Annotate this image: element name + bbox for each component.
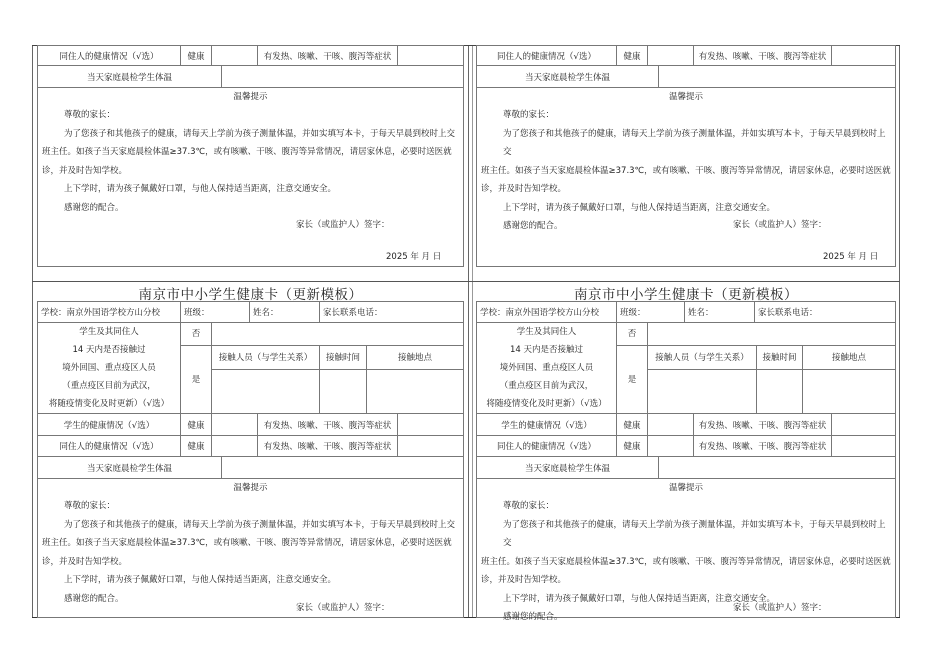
contact-question [38,323,181,414]
tips-para2: 上下学时，请为孩子佩戴好口罩，与他人保持适当距离，注意交通安全。 [64,575,337,585]
healthy-checkbox-cell[interactable] [212,414,258,436]
contact-time-header: 接触时间 [757,346,803,370]
card-title-right: 南京市中小学生健康卡（更新模板） [574,287,798,303]
tips-para1-c: 诊，并及时告知学校。 [481,184,567,194]
cohabitant-health-label: 同住人的健康情况（√选） [38,436,181,457]
tips-para2: 上下学时，请为孩子佩戴好口罩，与他人保持适当距离，注意交通安全。 [64,184,337,194]
no-checkbox-cell[interactable] [648,323,896,346]
table-row [477,302,896,323]
table-row [38,323,464,346]
contact-time-header: 接触时间 [320,346,367,370]
tips-thanks: 感谢您的配合。 [503,612,563,622]
question-line: 14 天内是否接触过 [509,345,584,355]
tips-greeting: 尊敬的家长： [503,501,555,511]
contact-person-header: 接触人员（与学生关系） [212,346,320,370]
card-title-left: 南京市中小学生健康卡（更新模板） [138,287,363,303]
temperature-table [37,66,464,88]
name-field[interactable]: 姓名： [685,302,755,323]
tips-para1-a: 为了您孩子和其他孩子的健康，请每天上学前为孩子测量体温，并如实填写本卡，于每天早晨到校时上交 [64,519,456,530]
date-label: 2025 年 月 日 [386,252,442,262]
signature-label: 家长（或监护人）签字： [296,603,390,613]
no-checkbox-cell[interactable] [212,323,464,346]
tips-para1-b: 班主任。如孩子当天家庭晨检体温≥37.3℃，或有咳嗽、干咳、腹泻等异常情况，请居家休息，必要时送医就 [42,147,452,157]
tips-box [476,479,896,622]
bottom-right-card [476,301,896,622]
page-frame-left [32,45,33,617]
tips-thanks: 感谢您的配合。 [64,593,124,604]
question-line: 学生及其同住人 [79,327,139,337]
temperature-label: 当天家庭晨检学生体温 [477,66,659,88]
table-row [477,66,896,88]
tips-greeting: 尊敬的家长： [64,110,116,120]
table-row [38,457,464,479]
yes-label: 是 [181,346,212,414]
signature-label: 家长（或监护人）签字： [733,603,827,613]
phone-field[interactable]: 家长联系电话： [755,302,896,323]
temperature-input[interactable] [659,66,896,88]
student-health-label: 学生的健康情况（√选） [38,414,181,436]
tips-para1-c: 诊，并及时告知学校。 [42,556,128,567]
question-line: 境外回国、重点疫区人员 [499,363,594,373]
contact-time-input[interactable] [320,370,367,414]
tips-title: 温馨提示 [233,483,268,493]
temperature-input[interactable] [659,457,896,479]
tips-para2: 上下学时，请为孩子佩戴好口罩，与他人保持适当距离，注意交通安全。 [503,593,776,604]
health-table [476,413,896,457]
cohabitant-health-label: 同住人的健康情况（√选） [477,436,617,457]
healthy-checkbox-cell[interactable] [648,46,694,66]
temperature-table [476,457,896,479]
healthy-checkbox-cell[interactable] [648,436,694,457]
no-label: 否 [617,323,648,346]
tips-title: 温馨提示 [233,92,268,102]
healthy-label: 健康 [617,436,648,457]
bottom-left-card [37,301,464,618]
table-row [477,436,896,457]
table-row [38,302,464,323]
tips-thanks: 感谢您的配合。 [503,221,563,231]
tips-title: 温馨提示 [668,92,703,102]
name-field[interactable]: 姓名： [250,302,320,323]
table-row [38,66,464,88]
healthy-label: 健康 [617,414,648,436]
contact-person-header: 接触人员（与学生关系） [648,346,757,370]
tips-para1-b: 班主任。如孩子当天家庭晨检体温≥37.3℃，或有咳嗽、干咳、腹泻等异常情况，请居家休息，必要时送医就 [481,165,891,176]
contact-person-input[interactable] [212,370,320,414]
contact-table [476,322,896,414]
temperature-input[interactable] [222,66,464,88]
student-health-label: 学生的健康情况（√选） [477,414,617,436]
row-divider [32,281,900,282]
symptoms-checkbox-cell[interactable] [398,46,464,66]
healthy-label: 健康 [181,46,212,66]
class-field[interactable]: 班级： [181,302,250,323]
tips-greeting: 尊敬的家长： [64,501,116,511]
temperature-label: 当天家庭晨检学生体温 [38,66,222,88]
contact-table [37,322,464,414]
contact-place-header: 接触地点 [367,346,464,370]
tips-para1-a: 为了您孩子和其他孩子的健康，请每天上学前为孩子测量体温，并如实填写本卡，于每天早晨到校时上交 [503,128,886,157]
question-line: 境外回国、重点疫区人员 [62,363,156,373]
table-row [38,436,464,457]
header-table [37,301,464,323]
table-row [477,457,896,479]
symptoms-checkbox-cell[interactable] [398,436,464,457]
question-line: （重点疫区目前为武汉， [499,381,594,391]
phone-field[interactable]: 家长联系电话： [320,302,464,323]
table-row [477,323,896,346]
symptoms-label: 有发热、咳嗽、干咳、腹泻等症状 [258,436,398,457]
symptoms-label: 有发热、咳嗽、干咳、腹泻等症状 [694,414,832,436]
top-right-card [476,45,896,267]
table-row [38,46,464,66]
contact-place-input[interactable] [367,370,464,414]
yes-label: 是 [617,346,648,414]
tips-para1-c: 诊，并及时告知学校。 [481,575,567,585]
health-table [476,45,896,66]
healthy-label: 健康 [181,436,212,457]
cohabitant-health-label: 同住人的健康情况（√选） [38,46,181,66]
table-row [477,414,896,436]
tips-para1-a: 为了您孩子和其他孩子的健康，请每天上学前为孩子测量体温，并如实填写本卡，于每天早晨到校时上交 [503,519,886,548]
tips-box [37,88,464,267]
tips-para1-a: 为了您孩子和其他孩子的健康，请每天上学前为孩子测量体温，并如实填写本卡，于每天早晨到校时上交 [64,128,456,139]
center-divider-2 [472,45,473,617]
temperature-table [37,457,464,479]
school-field: 学校：南京外国语学校方山分校 [477,302,617,323]
tips-box [476,88,896,267]
question-line: 学生及其同住人 [516,327,577,337]
question-line: 将随疫情变化及时更新）（√选） [48,399,170,409]
temperature-input[interactable] [222,457,464,479]
healthy-checkbox-cell[interactable] [212,46,258,66]
symptoms-label: 有发热、咳嗽、干咳、腹泻等症状 [258,414,398,436]
temperature-label: 当天家庭晨检学生体温 [477,457,659,479]
tips-greeting: 尊敬的家长： [503,110,555,120]
tips-para1-b: 班主任。如孩子当天家庭晨检体温≥37.3℃，或有咳嗽、干咳、腹泻等异常情况，请居家休息，必要时送医就 [481,556,891,567]
class-field[interactable]: 班级： [617,302,685,323]
symptoms-label: 有发热、咳嗽、干咳、腹泻等症状 [694,46,832,66]
tips-thanks: 感谢您的配合。 [64,202,124,213]
contact-place-input[interactable] [803,370,896,414]
symptoms-checkbox-cell[interactable] [398,414,464,436]
cohabitant-health-label: 同住人的健康情况（√选） [477,46,617,66]
top-left-card [37,45,464,267]
table-row [477,46,896,66]
tips-para2: 上下学时，请为孩子佩戴好口罩，与他人保持适当距离，注意交通安全。 [503,202,776,213]
healthy-checkbox-cell[interactable] [648,414,694,436]
healthy-checkbox-cell[interactable] [212,436,258,457]
temperature-table [476,66,896,88]
healthy-label: 健康 [181,414,212,436]
header-table [476,301,896,323]
question-line: 14 天内是否接触过 [72,345,146,355]
symptoms-checkbox-cell[interactable] [832,46,896,66]
tips-box [37,479,464,618]
school-field: 学校：南京外国语学校方山分校 [38,302,181,323]
signature-label: 家长（或监护人）签字： [733,220,827,230]
symptoms-label: 有发热、咳嗽、干咳、腹泻等症状 [694,436,832,457]
tips-para1-b: 班主任。如孩子当天家庭晨检体温≥37.3℃，或有咳嗽、干咳、腹泻等异常情况，请居家休息，必要时送医就 [42,538,452,548]
symptoms-checkbox-cell[interactable] [832,436,896,457]
date-label: 2025 年 月 日 [823,252,879,262]
contact-time-input[interactable] [757,370,803,414]
health-table [37,45,464,66]
tips-title: 温馨提示 [668,483,703,493]
contact-place-header: 接触地点 [803,346,896,370]
question-line: 将随疫情变化及时更新）（√选） [486,399,607,409]
signature-label: 家长（或监护人）签字： [296,220,390,230]
page-frame-right [899,45,900,617]
healthy-label: 健康 [617,46,648,66]
tips-para1-c: 诊，并及时告知学校。 [42,165,128,176]
symptoms-label: 有发热、咳嗽、干咳、腹泻等症状 [258,46,398,66]
no-label: 否 [181,323,212,346]
contact-person-input[interactable] [648,370,757,414]
symptoms-checkbox-cell[interactable] [832,414,896,436]
contact-question [477,323,617,414]
center-divider [468,45,469,617]
health-table [37,413,464,457]
question-line: （重点疫区目前为武汉， [62,381,156,391]
table-row [38,414,464,436]
temperature-label: 当天家庭晨检学生体温 [38,457,222,479]
